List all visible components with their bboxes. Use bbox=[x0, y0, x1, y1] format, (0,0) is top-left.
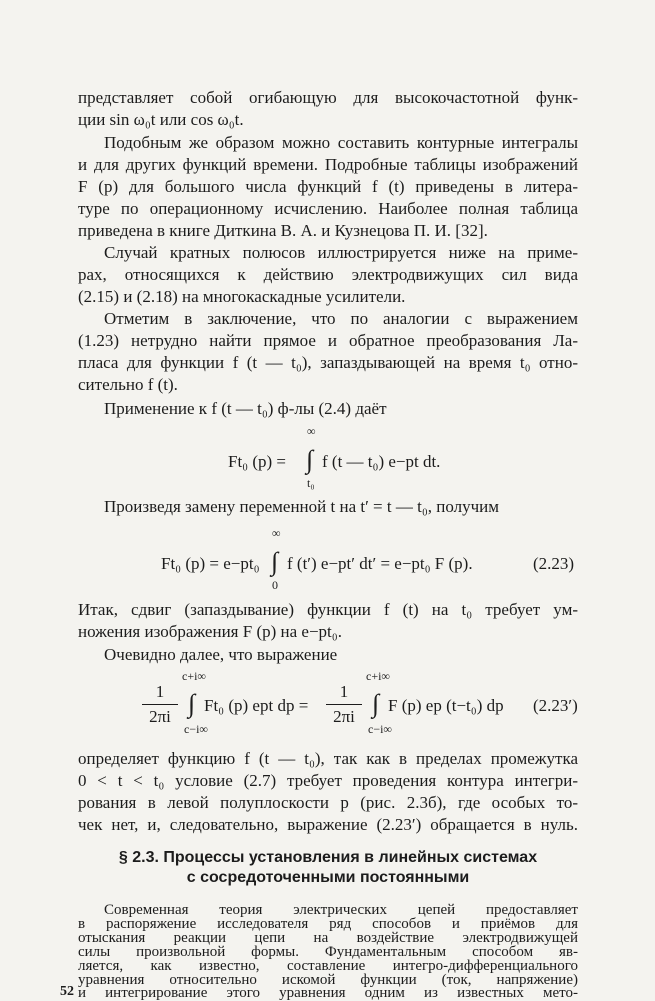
text-line: в распоряжение исследователя ряд способов и приёмов для bbox=[78, 916, 578, 932]
text-line: 0 < t < t₀ условие (2.7) требует проведения контура интегри- bbox=[78, 771, 578, 790]
eq-lower-limit: t₀ bbox=[307, 476, 315, 490]
eq-rhs: f (t′) e−pt′ dt′ = e−pt₀ F (p). bbox=[287, 554, 473, 573]
text-line: сительно f (t). bbox=[78, 375, 178, 394]
eq-rhs: F (p) ep (t−t₀) dp bbox=[388, 696, 504, 715]
text-line: Случай кратных полюсов иллюстрируется ниже на приме- bbox=[104, 243, 578, 262]
fraction-bar bbox=[326, 704, 362, 705]
text-line: и интегрирование этого уравнения одним из известных мето- bbox=[78, 985, 578, 1001]
text-line: отыскания реакции цепи на воздействие электродвижущей bbox=[78, 930, 578, 946]
text-line: F (p) для большого числа функций f (t) приведены в литера- bbox=[78, 177, 578, 196]
fraction-denominator: 2πi bbox=[149, 707, 171, 726]
integral-sign: ∫ bbox=[306, 445, 314, 474]
text-line: туре по операционному исчислению. Наиболее полная таблица bbox=[78, 199, 578, 218]
integral-sign: ∫ bbox=[188, 689, 196, 718]
fraction-bar bbox=[142, 704, 178, 705]
integral-sign: ∫ bbox=[372, 689, 380, 718]
text-line: рах, относящихся к действию электродвижущих сил вида bbox=[78, 265, 578, 284]
text-line: приведена в книге Диткина В. А. и Кузнецова П. И. [32]. bbox=[78, 221, 488, 240]
text-line: рования в левой полуплоскости p (рис. 2.3б), где особых то- bbox=[78, 793, 578, 812]
text-line: Подобным же образом можно составить контурные интегралы bbox=[104, 133, 578, 152]
eq-mid: Ft₀ (p) ept dp = bbox=[204, 696, 309, 715]
text-line: Современная теория электрических цепей предоставляет bbox=[104, 902, 578, 918]
text-line: ляется, как известно, составление интегро-дифференциального bbox=[78, 958, 578, 974]
section-heading: § 2.3. Процессы установления в линейных системах bbox=[118, 849, 538, 866]
eq-upper-limit: c+i∞ bbox=[182, 669, 206, 683]
text-line: уравнения относительно искомой функции (ток, напряжение) bbox=[78, 972, 578, 988]
eq-lhs: Ft₀ (p) = bbox=[228, 452, 287, 471]
equation-number: (2.23) bbox=[533, 554, 575, 573]
page-number: 52 bbox=[60, 984, 74, 999]
text-line: представляет собой огибающую для высокочастотной функ- bbox=[78, 88, 578, 107]
eq-lower-limit: c−i∞ bbox=[184, 722, 208, 736]
eq-upper-limit: ∞ bbox=[307, 424, 316, 438]
text-line: (1.23) нетрудно найти прямое и обратное преобразования Ла- bbox=[78, 331, 578, 350]
fraction-denominator: 2πi bbox=[333, 707, 355, 726]
fraction-numerator: 1 bbox=[155, 682, 165, 701]
integral-sign: ∫ bbox=[271, 547, 279, 576]
text-line: (2.15) и (2.18) на многокаскадные усилители. bbox=[78, 287, 406, 306]
fraction-numerator: 1 bbox=[339, 682, 349, 701]
eq-rhs: f (t — t₀) e−pt dt. bbox=[322, 452, 441, 471]
section-heading: с сосредоточенными постоянными bbox=[186, 869, 470, 886]
eq-lhs: Ft₀ (p) = e−pt₀ bbox=[161, 554, 260, 573]
text-line: Отметим в заключение, что по аналогии с выражением bbox=[104, 309, 578, 328]
text-line: Применение к f (t — t₀) ф-лы (2.4) даёт bbox=[104, 399, 387, 418]
eq-lower-limit: 0 bbox=[272, 578, 278, 592]
text-line: силы произвольной формы. Фундаментальным способом яв- bbox=[78, 944, 578, 960]
text-line: пласа для функции f (t — t₀), запаздывающей на время t₀ отно- bbox=[78, 353, 578, 372]
equation-number: (2.23′) bbox=[533, 696, 578, 715]
eq-lower-limit: c−i∞ bbox=[368, 722, 392, 736]
text-line: Очевидно далее, что выражение bbox=[104, 645, 338, 664]
text-line: ножения изображения F (p) на e−pt₀. bbox=[78, 622, 342, 641]
eq-upper-limit: ∞ bbox=[272, 526, 281, 540]
text-line: и для других функций времени. Подробные таблицы изображений bbox=[78, 155, 578, 174]
text-line: ции sin ω₀t или cos ω₀t. bbox=[78, 110, 244, 129]
text-line: Произведя замену переменной t на t′ = t — t₀, получим bbox=[104, 497, 500, 516]
eq-upper-limit: c+i∞ bbox=[366, 669, 390, 683]
text-line: Итак, сдвиг (запаздывание) функции f (t) на t₀ требует ум- bbox=[78, 600, 578, 619]
text-line: чек нет, и, следовательно, выражение (2.23′) обращается в нуль. bbox=[78, 815, 578, 834]
text-line: определяет функцию f (t — t₀), так как в пределах промежутка bbox=[78, 749, 578, 768]
